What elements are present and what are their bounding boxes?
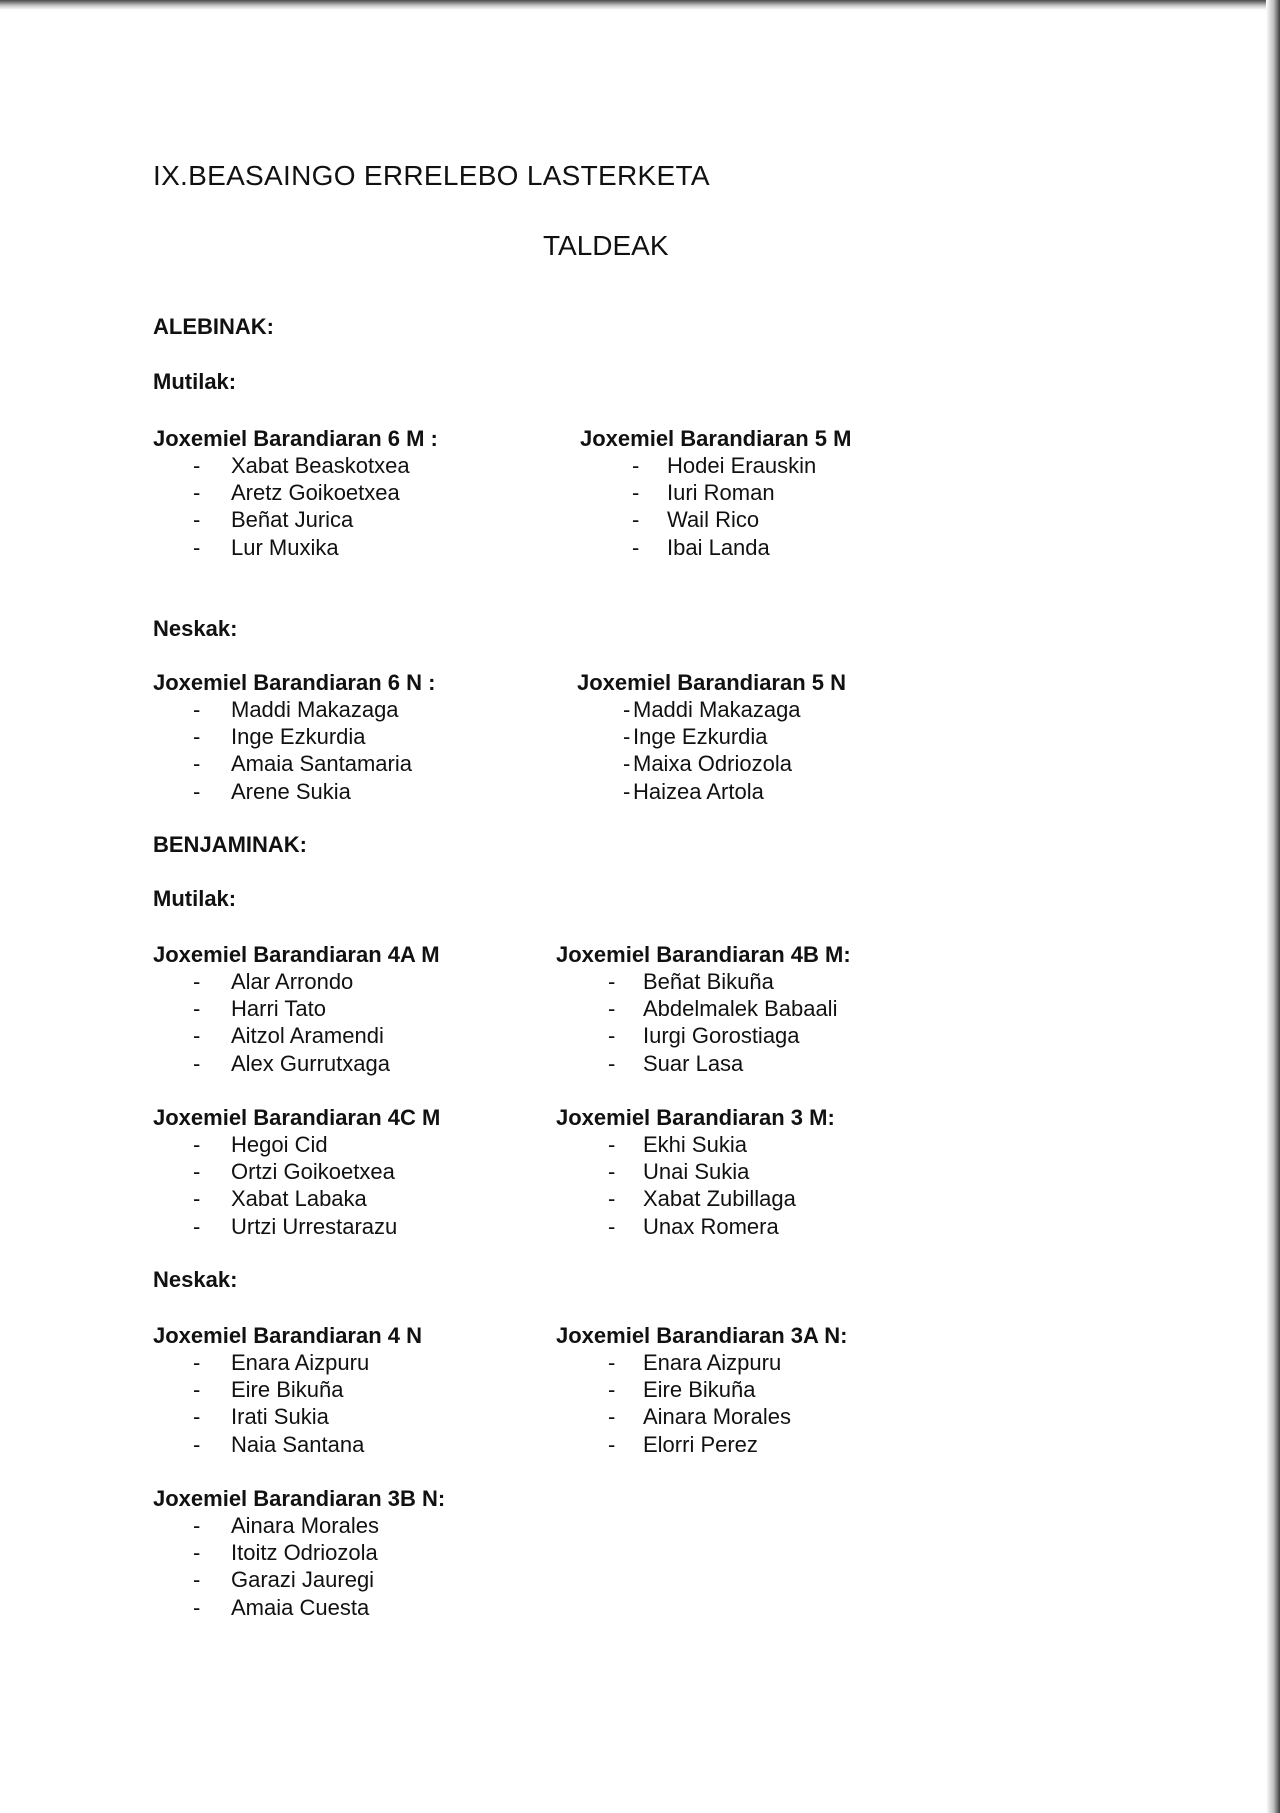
team-member xyxy=(153,506,438,533)
team-member-name: Ainara Morales xyxy=(643,1404,791,1430)
gender-heading-mutilak: Mutilak: xyxy=(153,369,237,394)
list-dash: - xyxy=(193,507,201,533)
team-member xyxy=(153,696,435,723)
team-block xyxy=(153,1104,440,1240)
team-member xyxy=(580,479,851,506)
team-member xyxy=(556,1403,847,1430)
team-member-list xyxy=(153,452,438,561)
team-member xyxy=(153,452,438,479)
team-name: Joxemiel Barandiaran 6 M : xyxy=(153,426,438,451)
team-member-name: Elorri Perez xyxy=(643,1431,758,1457)
team-member xyxy=(556,968,851,995)
team-member xyxy=(580,452,851,479)
team-member-name: Haizea Artola xyxy=(633,778,764,804)
list-dash: - xyxy=(193,534,201,560)
team-member xyxy=(556,1431,847,1458)
team-member xyxy=(556,1050,851,1077)
team-member-list xyxy=(580,452,851,561)
list-dash: - xyxy=(193,1350,201,1375)
team-block xyxy=(556,1104,835,1240)
team-member xyxy=(580,534,851,561)
team-name: Joxemiel Barandiaran 3 M: xyxy=(556,1105,835,1130)
team-member-list xyxy=(153,1131,440,1240)
list-dash: - xyxy=(632,534,640,560)
team-member-name: Beñat Bikuña xyxy=(643,969,774,994)
team-member-name: Iurgi Gorostiaga xyxy=(643,1023,800,1049)
team-member-name: Maixa Odriozola xyxy=(633,751,792,777)
list-dash: - xyxy=(623,778,631,804)
list-dash: - xyxy=(193,778,201,804)
category-heading-benjaminak: BENJAMINAK: xyxy=(153,832,307,857)
gender-heading-mutilak: Mutilak: xyxy=(153,886,237,911)
team-block xyxy=(153,941,440,1077)
team-member xyxy=(153,723,435,750)
list-dash: - xyxy=(632,507,640,533)
team-name: Joxemiel Barandiaran 4C M xyxy=(153,1105,441,1130)
list-dash: - xyxy=(193,1023,201,1049)
team-member xyxy=(153,1566,445,1593)
team-member xyxy=(556,995,851,1022)
team-member-name: Inge Ezkurdia xyxy=(633,724,768,750)
list-dash: - xyxy=(608,1186,616,1212)
page-title: IX.BEASAINGO ERRELEBO LASTERKETA xyxy=(153,160,710,191)
scan-edge-right xyxy=(1266,0,1280,1813)
team-member xyxy=(153,1376,422,1403)
category-heading-alebinak: ALEBINAK: xyxy=(153,314,274,339)
team-member-name: Arene Sukia xyxy=(231,778,351,804)
team-member-name: Maddi Makazaga xyxy=(231,697,399,722)
team-member xyxy=(153,1349,422,1376)
list-dash: - xyxy=(608,996,616,1022)
team-member-name: Garazi Jauregi xyxy=(231,1567,375,1593)
list-dash: - xyxy=(608,1404,616,1430)
team-member-name: Ainara Morales xyxy=(231,1513,379,1538)
team-member-name: Ortzi Goikoetxea xyxy=(231,1159,395,1185)
team-member xyxy=(153,1539,445,1566)
team-member xyxy=(556,1376,847,1403)
list-dash: - xyxy=(632,453,640,478)
list-dash: - xyxy=(193,1132,201,1157)
list-dash: - xyxy=(193,1213,201,1239)
list-dash: - xyxy=(608,1023,616,1049)
team-member-name: Enara Aizpuru xyxy=(643,1350,782,1375)
list-dash: - xyxy=(193,1050,201,1076)
team-member-name: Beñat Jurica xyxy=(231,507,354,533)
team-member-name: Inge Ezkurdia xyxy=(231,724,366,750)
team-member-list xyxy=(153,968,440,1077)
list-dash: - xyxy=(608,1350,616,1375)
team-block xyxy=(153,669,435,805)
team-member-name: Harri Tato xyxy=(231,996,326,1022)
team-member xyxy=(153,1431,422,1458)
team-member xyxy=(153,995,440,1022)
team-member-name: Eire Bikuña xyxy=(643,1377,756,1403)
gender-heading-neskak: Neskak: xyxy=(153,1267,238,1292)
scan-edge-top xyxy=(0,0,1280,10)
team-block xyxy=(153,1322,422,1458)
team-name: Joxemiel Barandiaran 6 N : xyxy=(153,670,436,695)
team-member-list xyxy=(153,1349,422,1458)
team-block xyxy=(556,941,851,1077)
team-member-name: Aretz Goikoetxea xyxy=(231,480,400,506)
list-dash: - xyxy=(193,751,201,777)
team-member xyxy=(153,1594,445,1621)
team-member xyxy=(153,1022,440,1049)
team-member-name: Amaia Cuesta xyxy=(231,1594,370,1620)
team-member-name: Suar Lasa xyxy=(643,1050,744,1076)
team-member-list xyxy=(153,696,435,805)
team-member-name: Eire Bikuña xyxy=(231,1377,344,1403)
team-member-name: Wail Rico xyxy=(667,507,760,533)
team-member-name: Irati Sukia xyxy=(231,1404,329,1430)
team-member xyxy=(153,750,435,777)
team-member xyxy=(580,506,851,533)
team-name: Joxemiel Barandiaran 3A N: xyxy=(556,1323,848,1348)
team-member xyxy=(577,750,846,777)
team-name: Joxemiel Barandiaran 5 N xyxy=(577,670,847,695)
team-member-name: Xabat Labaka xyxy=(231,1186,367,1212)
list-dash: - xyxy=(193,996,201,1022)
team-member xyxy=(153,1131,440,1158)
team-member xyxy=(153,968,440,995)
list-dash: - xyxy=(623,751,631,777)
team-member xyxy=(153,479,438,506)
team-member-list xyxy=(556,968,851,1077)
list-dash: - xyxy=(193,697,201,722)
team-block xyxy=(580,425,851,561)
team-member xyxy=(153,1158,440,1185)
team-member-name: Hegoi Cid xyxy=(231,1132,328,1157)
team-name: Joxemiel Barandiaran 4 N xyxy=(153,1323,423,1348)
team-member-name: Alar Arrondo xyxy=(231,969,354,994)
list-dash: - xyxy=(193,1159,201,1185)
team-member xyxy=(556,1213,835,1240)
list-dash: - xyxy=(623,697,631,722)
team-member-name: Iuri Roman xyxy=(667,480,775,506)
list-dash: - xyxy=(193,453,201,478)
list-dash: - xyxy=(608,1431,616,1457)
team-member xyxy=(153,1050,440,1077)
team-member xyxy=(556,1131,835,1158)
team-member-name: Lur Muxika xyxy=(231,534,339,560)
team-member-name: Abdelmalek Babaali xyxy=(643,996,838,1022)
list-dash: - xyxy=(193,1186,201,1212)
team-name: Joxemiel Barandiaran 4B M: xyxy=(556,942,851,967)
list-dash: - xyxy=(608,1050,616,1076)
team-member xyxy=(577,778,846,805)
team-member-name: Enara Aizpuru xyxy=(231,1350,370,1375)
team-block xyxy=(153,1485,445,1621)
team-member-name: Xabat Beaskotxea xyxy=(231,453,410,478)
team-block xyxy=(577,669,846,805)
list-dash: - xyxy=(193,1594,201,1620)
list-dash: - xyxy=(608,1159,616,1185)
page-subtitle: TALDEAK xyxy=(543,230,669,261)
team-member-name: Unai Sukia xyxy=(643,1159,750,1185)
team-member-name: Ibai Landa xyxy=(667,534,770,560)
team-member xyxy=(153,1512,445,1539)
list-dash: - xyxy=(193,1404,201,1430)
list-dash: - xyxy=(632,480,640,506)
team-member xyxy=(556,1022,851,1049)
team-member-list xyxy=(556,1131,835,1240)
list-dash: - xyxy=(193,1567,201,1593)
team-member xyxy=(153,778,435,805)
team-member-list xyxy=(153,1512,445,1621)
team-member-name: Urtzi Urrestarazu xyxy=(231,1213,398,1239)
list-dash: - xyxy=(193,1377,201,1403)
team-member xyxy=(556,1185,835,1212)
team-member-name: Hodei Erauskin xyxy=(667,453,817,478)
team-member xyxy=(153,1403,422,1430)
team-member xyxy=(153,534,438,561)
team-name: Joxemiel Barandiaran 3B N: xyxy=(153,1486,446,1511)
team-member-name: Naia Santana xyxy=(231,1431,365,1457)
team-block xyxy=(556,1322,847,1458)
list-dash: - xyxy=(608,1377,616,1403)
list-dash: - xyxy=(608,1213,616,1239)
team-member-name: Ekhi Sukia xyxy=(643,1132,747,1157)
team-member-name: Alex Gurrutxaga xyxy=(231,1050,390,1076)
team-member-name: Maddi Makazaga xyxy=(633,697,801,722)
team-name: Joxemiel Barandiaran 4A M xyxy=(153,942,440,967)
team-member-name: Aitzol Aramendi xyxy=(231,1023,384,1049)
team-member xyxy=(556,1158,835,1185)
list-dash: - xyxy=(608,969,616,994)
list-dash: - xyxy=(193,1540,201,1566)
team-member xyxy=(153,1213,440,1240)
list-dash: - xyxy=(193,1513,201,1538)
list-dash: - xyxy=(193,969,201,994)
team-member xyxy=(577,696,846,723)
team-member xyxy=(556,1349,847,1376)
team-member-name: Unax Romera xyxy=(643,1213,779,1239)
team-member-name: Amaia Santamaria xyxy=(231,751,412,777)
team-member xyxy=(577,723,846,750)
list-dash: - xyxy=(193,1431,201,1457)
gender-heading-neskak: Neskak: xyxy=(153,616,238,641)
team-name: Joxemiel Barandiaran 5 M xyxy=(580,426,852,451)
team-block xyxy=(153,425,438,561)
list-dash: - xyxy=(193,480,201,506)
list-dash: - xyxy=(623,724,631,750)
team-member-list xyxy=(577,696,846,805)
team-member-name: Xabat Zubillaga xyxy=(643,1186,796,1212)
team-member-list xyxy=(556,1349,847,1458)
list-dash: - xyxy=(608,1132,616,1157)
list-dash: - xyxy=(193,724,201,750)
team-member-name: Itoitz Odriozola xyxy=(231,1540,378,1566)
team-member xyxy=(153,1185,440,1212)
